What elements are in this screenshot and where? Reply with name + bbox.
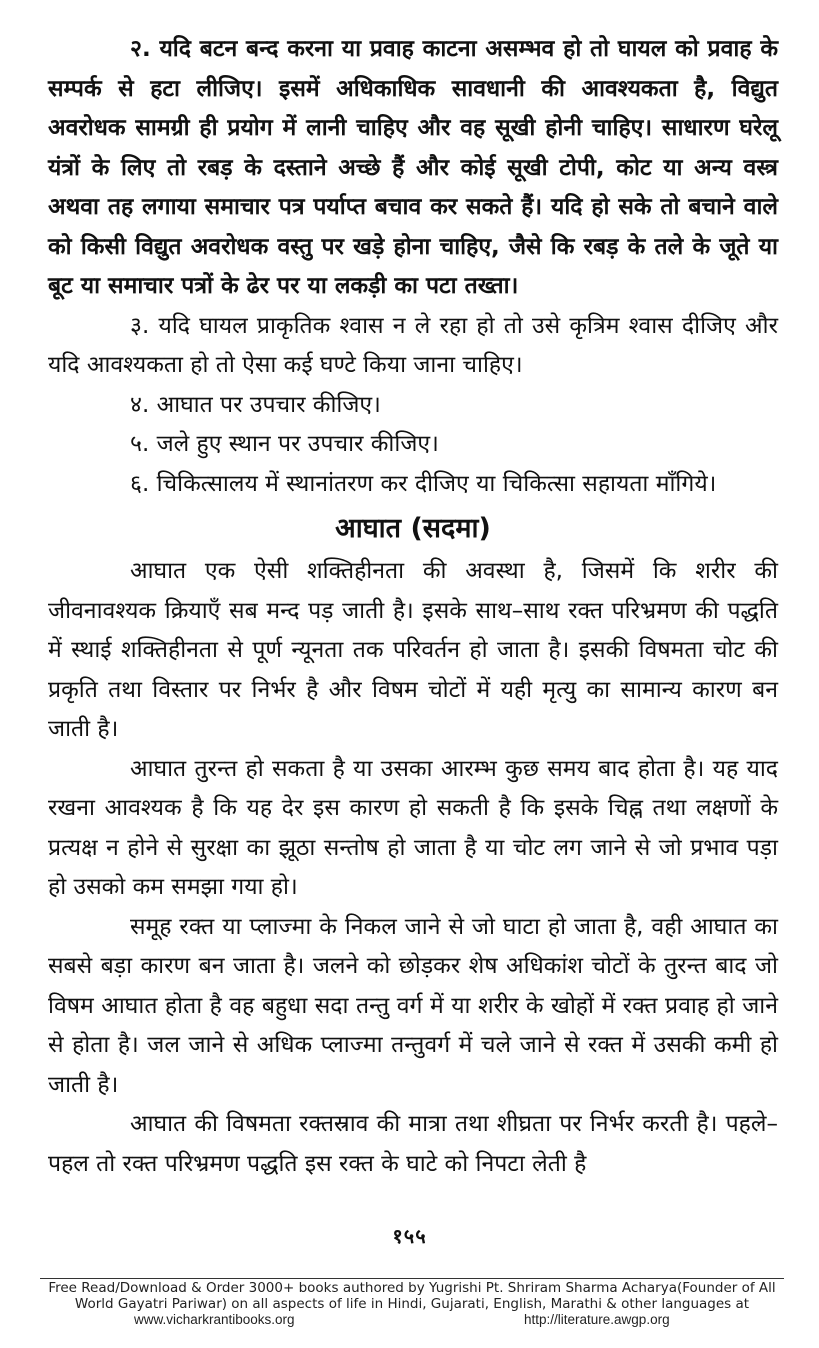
shock-paragraph-1: आघात एक ऐसी शक्तिहीनता की अवस्था है, जिसमें कि शरीर की जीवनावश्यक क्रियाएँ सब मन्द पड़ जाती है। इसके साथ–साथ रक्त परिभ्रमण की पद्धति में स्थाई शक्तिहीनता से पूर्ण न्यूनता तक परिवर्तन हो जाता है। इसकी विषमता चोट की प्रकृति तथा विस्तार पर निर्भर है और विषम चोटों में यही मृत्यु का सामान्य कारण बन जाती है। bbox=[48, 558, 778, 742]
footer-link-awgp[interactable]: http://literature.awgp.org bbox=[524, 1312, 670, 1327]
footer-link-vicharkranti[interactable]: www.vicharkrantibooks.org bbox=[134, 1312, 295, 1327]
footer-text: Free Read/Download & Order 3000+ books authored by Yugrishi Pt. Shriram Sharma Acharya(Founder of All World Gayatri Pariwar) on all aspects of life in Hindi, Gujarati, English, Marathi & other languages at bbox=[48, 1280, 776, 1312]
section-heading: आघात (सदमा) bbox=[335, 513, 491, 544]
page-body bbox=[48, 30, 778, 1184]
paragraph-item-6: ६. चिकित्सालय में स्थानांतरण कर दीजिए या चिकित्सा सहायता माँगिये। bbox=[130, 470, 717, 497]
list-item-5: ५. जले हुए स्थान पर उपचार कीजिए। bbox=[130, 431, 439, 457]
page-number: १५५ bbox=[392, 1224, 427, 1248]
footer-links bbox=[0, 1312, 819, 1330]
paragraph-item-3: ३. यदि घायल प्राकृतिक श्वास न ले रहा हो तो उसे कृत्रिम श्वास दीजिए और यदि आवश्यकता हो तो ऐसा कई घण्टे किया जाना चाहिए। bbox=[48, 312, 778, 378]
paragraph-item-2: २. यदि बटन बन्द करना या प्रवाह काटना असम्भव हो तो घायल को प्रवाह के सम्पर्क से हटा लीजिए। इसमें अधिकाधिक सावधानी की आवश्यकता है, विद्युत अवरोधक सामग्री ही प्रयोग में लानी चाहिए और वह सूखी होनी चाहिए। साधारण घरेलू यंत्रों के लिए तो रबड़ के दस्ताने अच्छे हैं और कोई सूखी टोपी, कोट या अन्य वस्त्र अथवा तह लगाया समाचार पत्र पर्याप्त बचाव कर सकते हैं। यदि हो सके तो बचाने वाले को किसी विद्युत अवरोधक वस्तु पर खड़े होना चाहिए, जैसे कि रबड़ के तले के जूते या बूट या समाचार पत्रों के ढेर पर या लकड़ी का पटा तख्ता। bbox=[48, 36, 778, 299]
shock-paragraph-3: समूह रक्त या प्लाज्मा के निकल जाने से जो घाटा हो जाता है, वही आघात का सबसे बड़ा कारण बन जाता है। जलने को छोड़कर शेष अधिकांश चोटों के तुरन्त बाद जो विषम आघात होता है वह बहुधा सदा तन्तु वर्ग में या शरीर के खोहों में रक्त प्रवाह हो जाने से होता है। जल जाने से अधिक प्लाज्मा तन्तुवर्ग में चले जाने से रक्त में उसकी कमी हो जाती है। bbox=[48, 913, 778, 1098]
shock-paragraph-4: आघात की विषमता रक्तस्राव की मात्रा तथा शीघ्रता पर निर्भर करती है। पहले–पहल तो रक्त परिभ्रमण पद्धति इस रक्त के घाटे को निपटा लेती है bbox=[48, 1111, 778, 1177]
footer-divider bbox=[40, 1278, 784, 1279]
list-item-4: ४. आघात पर उपचार कीजिए। bbox=[130, 391, 381, 418]
shock-paragraph-2: आघात तुरन्त हो सकता है या उसका आरम्भ कुछ समय बाद होता है। यह याद रखना आवश्यक है कि यह देर इस कारण हो सकती है कि इसके चिह्न तथा लक्षणों के प्रत्यक्ष न होने से सुरक्षा का झूठा सन्तोष हो जाता है या चोट लग जाने से जो प्रभाव पड़ा हो उसको कम समझा गया हो। bbox=[48, 755, 778, 900]
